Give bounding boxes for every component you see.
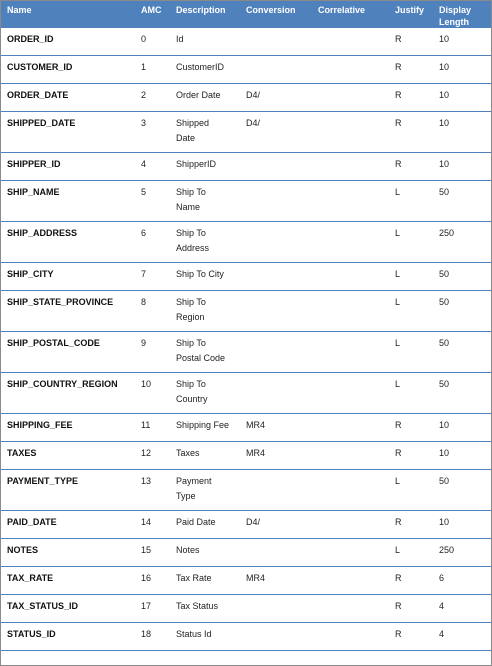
justify-cell: L [395,181,439,222]
field-name-cell: SHIPPING_FEE [1,414,141,442]
description-cell [176,623,246,651]
description-cell [176,373,246,414]
description-line1: Ship To [176,187,206,197]
amc-cell: 8 [141,291,176,332]
field-name-cell: SHIP_NAME [1,181,141,222]
display-length-cell: 50 [439,470,491,511]
header-conversion: Conversion [246,5,296,15]
amc-cell: 9 [141,332,176,373]
description-line1: Taxes [176,448,200,458]
description-line1: Tax Status [176,601,219,611]
description-line2: Postal Code [176,353,226,363]
table-row [1,332,491,373]
description-line2: Country [176,394,208,404]
description-cell [176,595,246,623]
correlative-cell [318,511,395,539]
description-cell [176,511,246,539]
conversion-cell [246,373,318,414]
description-cell [176,112,246,153]
conversion-cell [246,623,318,651]
description-cell [176,567,246,595]
correlative-cell [318,84,395,112]
table-row [1,291,491,332]
justify-cell: R [395,511,439,539]
amc-cell: 13 [141,470,176,511]
justify-cell: L [395,332,439,373]
justify-cell: R [395,28,439,56]
correlative-cell [318,153,395,181]
description-line2: Region [176,312,205,322]
amc-cell: 5 [141,181,176,222]
conversion-cell [246,153,318,181]
conversion-cell [246,181,318,222]
field-name-cell: ORDER_DATE [1,84,141,112]
display-length-cell: 50 [439,291,491,332]
description-cell [176,539,246,567]
field-name-cell: SHIP_STATE_PROVINCE [1,291,141,332]
justify-cell: R [395,567,439,595]
description-cell [176,181,246,222]
table-row [1,442,491,470]
header-description: Description [176,5,226,15]
field-name-cell: PAID_DATE [1,511,141,539]
correlative-cell [318,222,395,263]
description-cell [176,222,246,263]
table-row [1,567,491,595]
justify-cell: L [395,539,439,567]
description-line1: Shipping Fee [176,420,230,430]
amc-cell: 2 [141,84,176,112]
conversion-cell [246,263,318,291]
display-length-cell: 4 [439,595,491,623]
description-cell [176,28,246,56]
header-correlative: Correlative [318,5,366,15]
justify-cell: L [395,263,439,291]
conversion-cell [246,595,318,623]
display-length-cell: 50 [439,332,491,373]
field-name-cell: SHIP_CITY [1,263,141,291]
description-cell [176,84,246,112]
table-row [1,56,491,84]
field-name-cell: NOTES [1,539,141,567]
conversion-cell: MR4 [246,567,318,595]
amc-cell: 7 [141,263,176,291]
description-cell [176,414,246,442]
field-name-cell: TAX_STATUS_ID [1,595,141,623]
field-definition-table [1,1,491,651]
display-length-cell: 250 [439,222,491,263]
correlative-cell [318,414,395,442]
description-line1: Ship To [176,338,206,348]
table-header [1,1,491,28]
correlative-cell [318,263,395,291]
display-length-cell: 50 [439,263,491,291]
amc-cell: 6 [141,222,176,263]
display-length-cell: 10 [439,511,491,539]
justify-cell: R [395,595,439,623]
conversion-cell [246,332,318,373]
display-length-cell: 4 [439,623,491,651]
correlative-cell [318,181,395,222]
display-length-cell: 6 [439,567,491,595]
conversion-cell [246,470,318,511]
correlative-cell [318,112,395,153]
display-length-cell: 50 [439,181,491,222]
display-length-cell: 10 [439,153,491,181]
table-row [1,511,491,539]
table-row [1,595,491,623]
display-length-cell: 10 [439,442,491,470]
table-row [1,263,491,291]
amc-cell: 1 [141,56,176,84]
description-line1: Order Date [176,90,221,100]
header-display-length-line2: Length [439,17,469,27]
amc-cell: 15 [141,539,176,567]
table-row [1,84,491,112]
description-line2: Address [176,243,210,253]
correlative-cell [318,595,395,623]
correlative-cell [318,332,395,373]
correlative-cell [318,291,395,332]
display-length-cell: 10 [439,56,491,84]
correlative-cell [318,56,395,84]
conversion-cell: MR4 [246,442,318,470]
justify-cell: L [395,470,439,511]
correlative-cell [318,567,395,595]
description-line1: Notes [176,545,200,555]
amc-cell: 16 [141,567,176,595]
field-name-cell: TAX_RATE [1,567,141,595]
field-name-cell: TAXES [1,442,141,470]
description-cell [176,153,246,181]
table-row [1,414,491,442]
justify-cell: L [395,373,439,414]
description-line1: Id [176,34,184,44]
table-row [1,181,491,222]
description-line2: Name [176,202,201,212]
justify-cell: R [395,56,439,84]
table-row [1,28,491,56]
field-name-cell: CUSTOMER_ID [1,56,141,84]
table-row [1,373,491,414]
header-display-length [439,1,491,28]
table-row [1,112,491,153]
justify-cell: R [395,112,439,153]
amc-cell: 11 [141,414,176,442]
description-line2: Type [176,491,196,501]
conversion-cell: D4/ [246,84,318,112]
table-row [1,539,491,567]
correlative-cell [318,28,395,56]
description-cell [176,263,246,291]
correlative-cell [318,442,395,470]
description-cell [176,291,246,332]
table-row [1,470,491,511]
display-length-cell: 10 [439,112,491,153]
display-length-cell: 10 [439,84,491,112]
description-cell [176,442,246,470]
conversion-cell [246,291,318,332]
table-body [1,28,491,651]
amc-cell: 18 [141,623,176,651]
conversion-cell: D4/ [246,112,318,153]
field-name-cell: STATUS_ID [1,623,141,651]
correlative-cell [318,539,395,567]
field-name-cell: SHIP_POSTAL_CODE [1,332,141,373]
table-row [1,153,491,181]
field-name-cell: SHIP_ADDRESS [1,222,141,263]
justify-cell: R [395,153,439,181]
description-line1: Ship To [176,379,206,389]
field-name-cell: SHIP_COUNTRY_REGION [1,373,141,414]
amc-cell: 3 [141,112,176,153]
description-line1: Ship To [176,228,206,238]
amc-cell: 4 [141,153,176,181]
justify-cell: L [395,291,439,332]
display-length-cell: 250 [439,539,491,567]
conversion-cell [246,56,318,84]
amc-cell: 14 [141,511,176,539]
field-name-cell: ORDER_ID [1,28,141,56]
description-line1: Tax Rate [176,573,212,583]
field-name-cell: PAYMENT_TYPE [1,470,141,511]
description-cell [176,470,246,511]
table-row [1,623,491,651]
conversion-cell [246,222,318,263]
description-line1: Payment [176,476,212,486]
header-display-length-line1: Display [439,5,472,15]
conversion-cell [246,539,318,567]
description-line2: Date [176,133,196,143]
header-amc: AMC [141,5,162,15]
correlative-cell [318,470,395,511]
display-length-cell: 50 [439,373,491,414]
correlative-cell [318,373,395,414]
header-justify: Justify [395,5,425,15]
description-cell [176,56,246,84]
amc-cell: 0 [141,28,176,56]
justify-cell: L [395,222,439,263]
display-length-cell: 10 [439,28,491,56]
justify-cell: R [395,414,439,442]
conversion-cell [246,28,318,56]
amc-cell: 12 [141,442,176,470]
header-row [1,1,491,28]
conversion-cell: D4/ [246,511,318,539]
amc-cell: 17 [141,595,176,623]
description-line1: Ship To [176,297,206,307]
correlative-cell [318,623,395,651]
field-name-cell: SHIPPED_DATE [1,112,141,153]
description-cell [176,332,246,373]
description-line1: CustomerID [176,62,225,72]
justify-cell: R [395,623,439,651]
description-line1: Status Id [176,629,212,639]
description-line1: Ship To City [176,269,224,279]
description-line1: ShipperID [176,159,217,169]
conversion-cell: MR4 [246,414,318,442]
description-line1: Shipped [176,118,210,128]
table-row [1,222,491,263]
justify-cell: R [395,84,439,112]
justify-cell: R [395,442,439,470]
amc-cell: 10 [141,373,176,414]
field-name-cell: SHIPPER_ID [1,153,141,181]
description-line1: Paid Date [176,517,216,527]
display-length-cell: 10 [439,414,491,442]
header-name: Name [7,5,32,15]
